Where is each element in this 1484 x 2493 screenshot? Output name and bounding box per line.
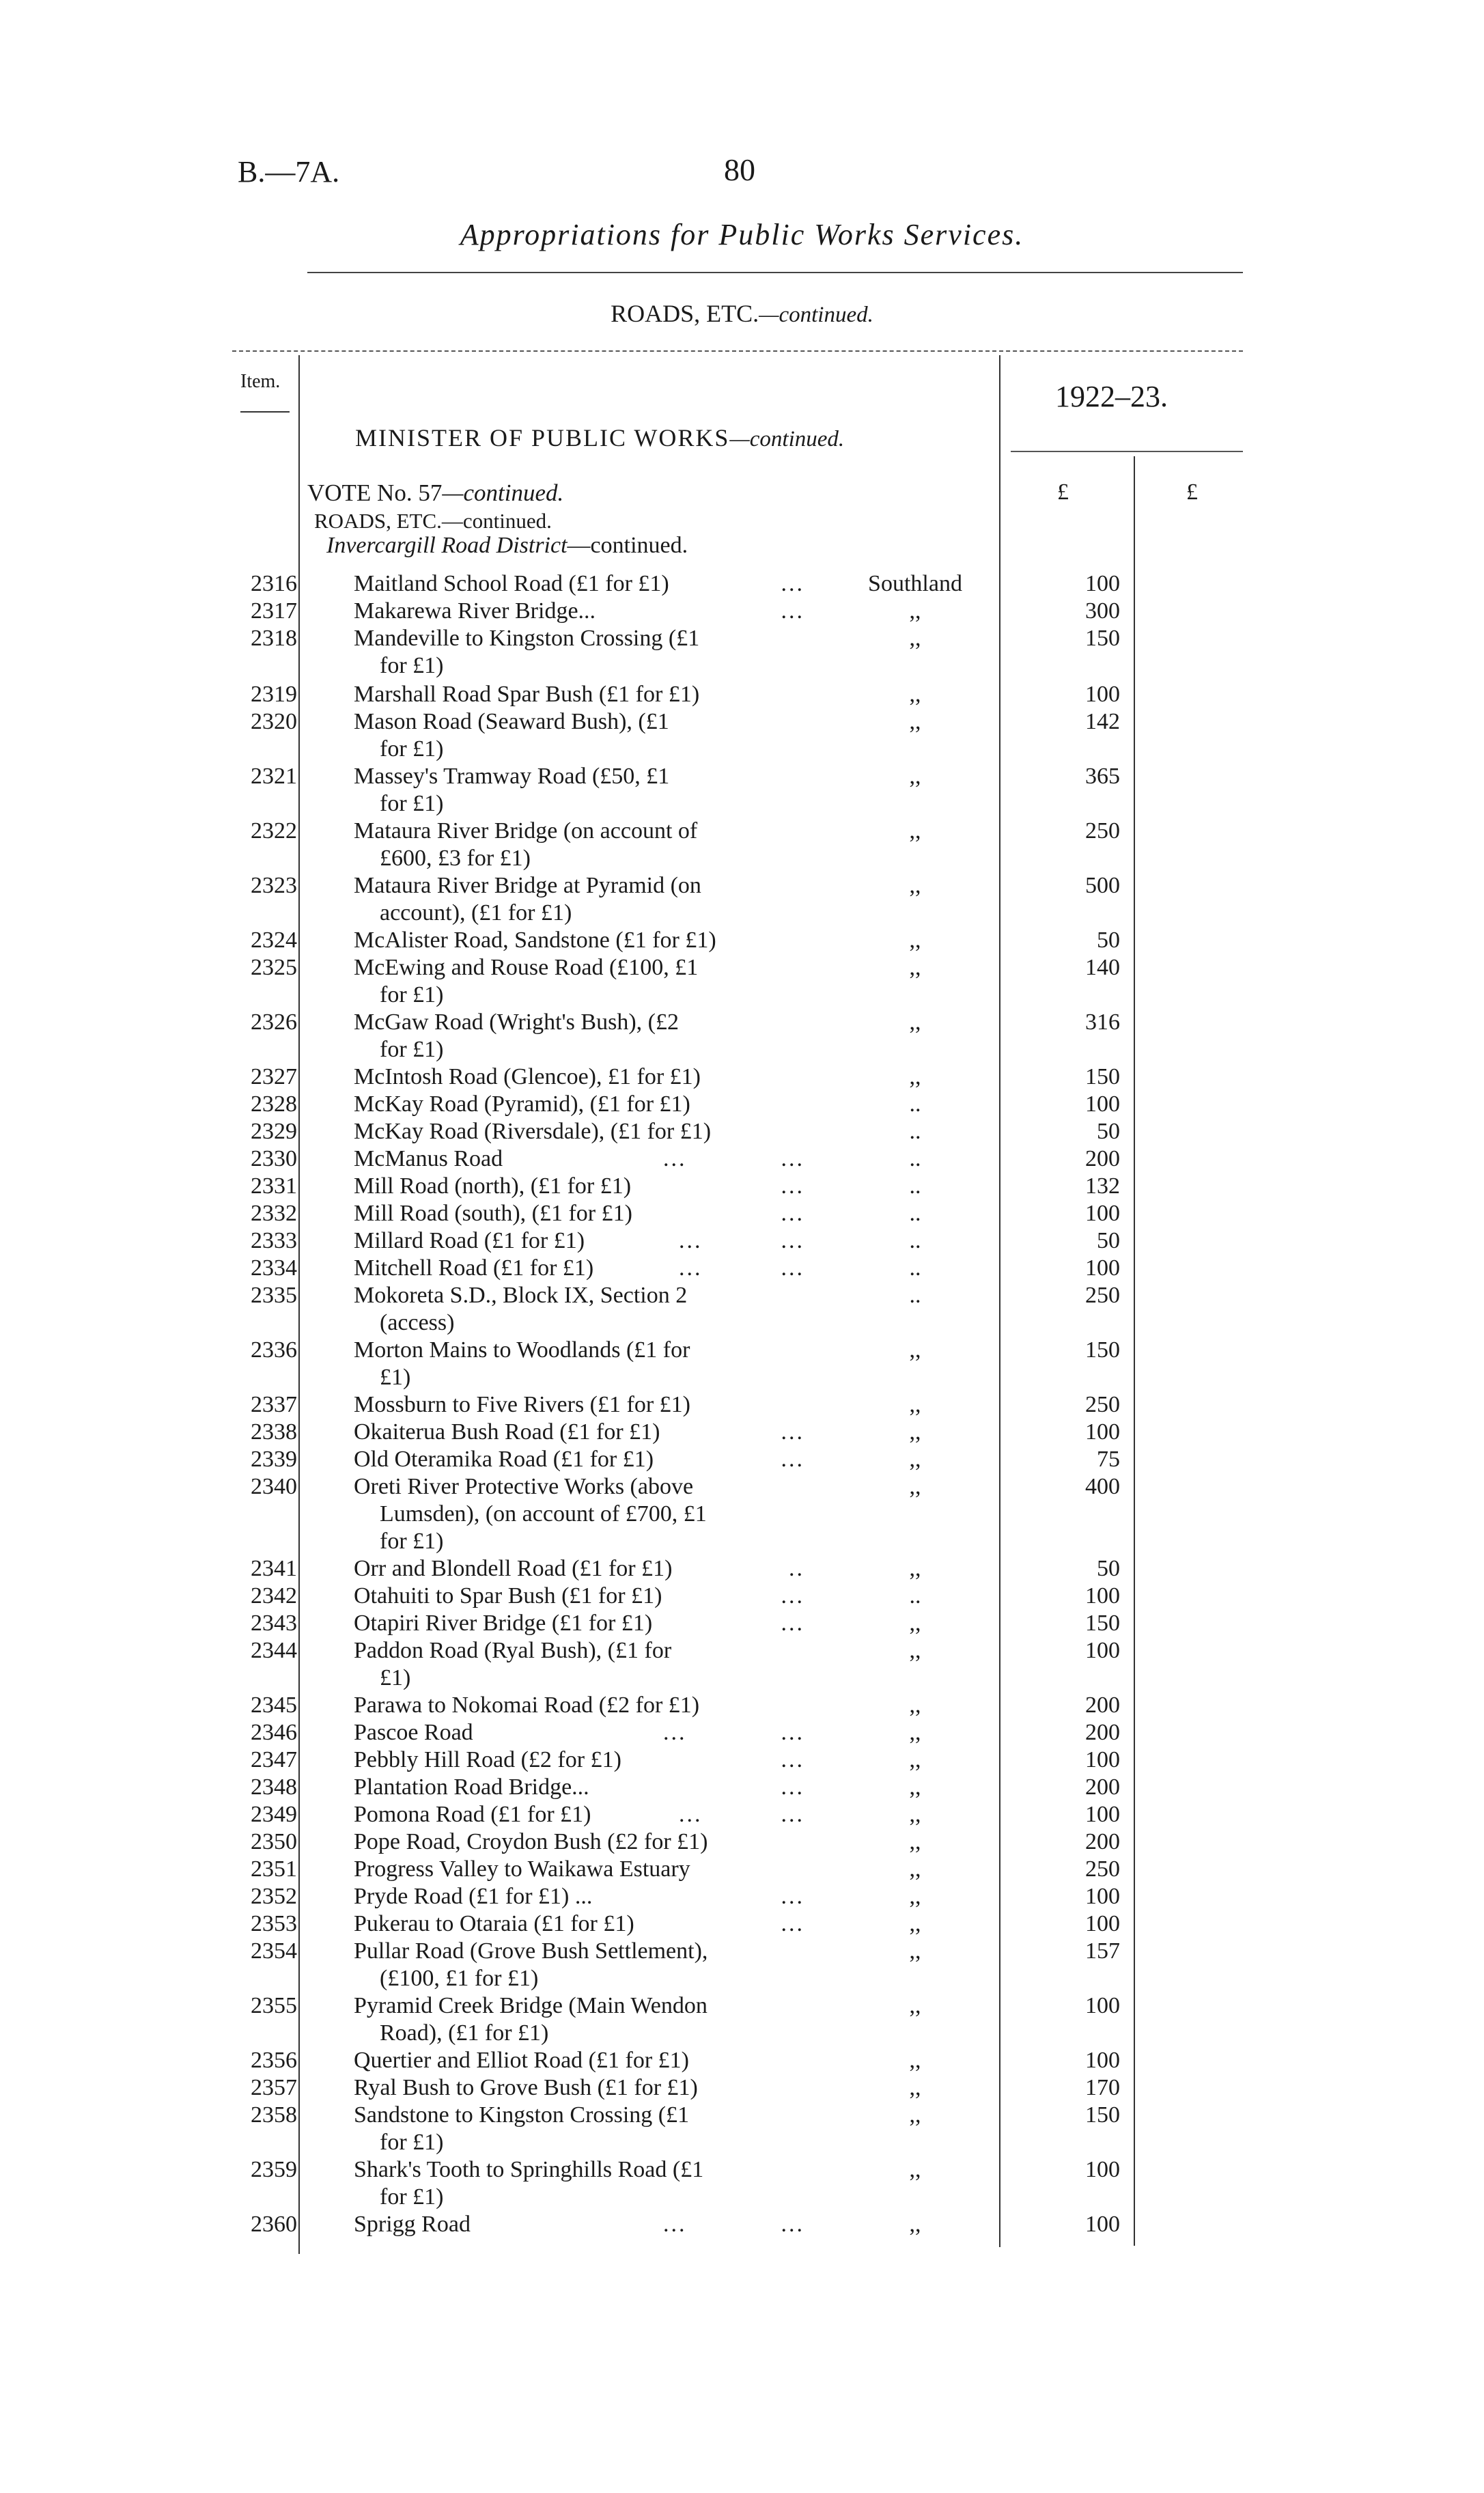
description-continuation: (£100, £1 for £1) (380, 1966, 539, 1991)
county-name: ,, (909, 928, 921, 953)
item-description (354, 954, 804, 1009)
amount-value: 100 (1085, 1201, 1120, 1226)
amount-value: 170 (1085, 2075, 1120, 2100)
amount-value: 150 (1085, 626, 1120, 651)
amount-value: 100 (1085, 2212, 1120, 2237)
amount-value: 200 (1085, 1829, 1120, 1854)
table-row (0, 763, 1484, 818)
description-line: Quertier and Elliot Road (£1 for £1) (354, 2048, 689, 2073)
leader-dots: ... (781, 1774, 804, 1800)
description-continuation: £1) (380, 1665, 411, 1690)
amount-value: 200 (1085, 1146, 1120, 1171)
item-number: 2337 (251, 1392, 297, 1417)
item-number: 2335 (251, 1283, 297, 1308)
item-description (354, 1255, 804, 1282)
description-line: Otahuiti to Spar Bush (£1 for £1) (354, 1583, 662, 1608)
description-continuation: for £1) (380, 982, 444, 1007)
description-line: Progress Valley to Waikawa Estuary (354, 1856, 690, 1882)
leader-dots: ... (781, 1447, 804, 1472)
item-description (354, 598, 804, 625)
item-description (354, 1555, 804, 1583)
item-number: 2328 (251, 1091, 297, 1117)
item-number: 2350 (251, 1829, 297, 1854)
item-number: 2357 (251, 2075, 297, 2100)
county-name: ,, (909, 1009, 921, 1035)
item-column-header: Item. (240, 371, 281, 392)
item-number: 2360 (251, 2212, 297, 2237)
table-row (0, 2156, 1484, 2211)
amount-value: 200 (1085, 1693, 1120, 1718)
county-name: ,, (909, 1556, 921, 1581)
item-number: 2359 (251, 2157, 297, 2182)
leader-dots: ... ... (663, 1720, 804, 1745)
description-line: Mason Road (Seaward Bush), (£1 (354, 709, 669, 734)
amount-value: 200 (1085, 1720, 1120, 1745)
leader-dots: ... (781, 1911, 804, 1936)
item-number: 2319 (251, 682, 297, 707)
county-name: .. (909, 1583, 921, 1608)
table-row (0, 2211, 1484, 2266)
table-row (0, 1337, 1484, 1391)
amount-value: 316 (1085, 1009, 1120, 1035)
county-name: ,, (909, 1993, 921, 2018)
item-number: 2327 (251, 1064, 297, 1089)
county-name: .. (909, 1283, 921, 1308)
section-name: ROADS, ETC. (611, 300, 759, 327)
item-description (354, 1091, 804, 1118)
county-name: ,, (909, 1747, 921, 1772)
amount-value: 150 (1085, 1064, 1120, 1089)
county-name: ,, (909, 682, 921, 707)
description-line: Mataura River Bridge at Pyramid (on (354, 873, 701, 898)
county-name: ,, (909, 2157, 921, 2182)
item-description (354, 1910, 804, 1938)
county-name: ,, (909, 1693, 921, 1718)
description-line: Paddon Road (Ryal Bush), (£1 for (354, 1638, 672, 1663)
item-number: 2326 (251, 1009, 297, 1035)
item-number: 2321 (251, 764, 297, 789)
county-name: Southland (868, 571, 962, 596)
amount-value: 75 (1097, 1447, 1120, 1472)
item-number: 2317 (251, 598, 297, 624)
amount-value: 50 (1097, 928, 1120, 953)
table-row (0, 818, 1484, 872)
description-continuation: account), (£1 for £1) (380, 900, 572, 925)
leader-dots: .. (789, 1556, 804, 1581)
item-description (354, 1145, 804, 1173)
description-line: Pascoe Road (354, 1720, 473, 1745)
county-name: ,, (909, 1474, 921, 1499)
county-name: ,, (909, 1911, 921, 1936)
item-description (354, 1063, 804, 1091)
ministry-suffix: —continued. (729, 427, 845, 451)
item-number: 2320 (251, 709, 297, 734)
description-line: Mandeville to Kingston Crossing (£1 (354, 626, 700, 651)
item-description (354, 1883, 804, 1910)
amount-value: 100 (1085, 1802, 1120, 1827)
county-name: .. (909, 1119, 921, 1144)
description-line: McKay Road (Riversdale), (£1 for £1) (354, 1119, 712, 1144)
item-description (354, 681, 804, 708)
county-name: .. (909, 1255, 921, 1281)
amount-value: 100 (1085, 1255, 1120, 1281)
leader-dots: ... (781, 1583, 804, 1608)
description-line: Pope Road, Croydon Bush (£2 for £1) (354, 1829, 708, 1854)
item-description (354, 2074, 804, 2102)
description-line: Oreti River Protective Works (above (354, 1474, 694, 1499)
description-line: Plantation Road Bridge... (354, 1774, 589, 1800)
county-name: .. (909, 1173, 921, 1199)
amount-value: 100 (1085, 1911, 1120, 1936)
amount-value: 132 (1085, 1173, 1120, 1199)
item-description (354, 1719, 804, 1746)
item-number: 2329 (251, 1119, 297, 1144)
county-name: ,, (909, 2048, 921, 2073)
description-line: Sprigg Road (354, 2212, 471, 2237)
item-number: 2331 (251, 1173, 297, 1199)
description-continuation: for £1) (380, 791, 444, 816)
description-line: McIntosh Road (Glencoe), £1 for £1) (354, 1064, 701, 1089)
vote-suffix: —continued. (442, 479, 564, 506)
amount-value: 142 (1085, 709, 1120, 734)
item-description (354, 1227, 804, 1255)
description-line: Morton Mains to Woodlands (£1 for (354, 1337, 690, 1363)
table-row (0, 1637, 1484, 1692)
description-line: Parawa to Nokomai Road (£2 for £1) (354, 1693, 700, 1718)
description-continuation: for £1) (380, 2184, 444, 2210)
item-number: 2341 (251, 1556, 297, 1581)
description-line: Makarewa River Bridge... (354, 598, 596, 624)
amount-value: 100 (1085, 1884, 1120, 1909)
page-reference: B.—7A. (238, 155, 340, 189)
amount-value: 150 (1085, 2102, 1120, 2128)
county-name: ,, (909, 1064, 921, 1089)
amount-value: 100 (1085, 1747, 1120, 1772)
leader-dots: ... (781, 1747, 804, 1772)
amount-value: 150 (1085, 1337, 1120, 1363)
leader-dots: ... ... (663, 1146, 804, 1171)
amount-value: 50 (1097, 1228, 1120, 1253)
leader-dots: ... ... (679, 1802, 804, 1827)
description-line: Mitchell Road (£1 for £1) (354, 1255, 594, 1281)
ministry-name: MINISTER OF PUBLIC WORKS (355, 424, 730, 451)
county-name: ,, (909, 818, 921, 844)
county-name: ,, (909, 1856, 921, 1882)
description-continuation: for £1) (380, 1529, 444, 1554)
county-name: .. (909, 1201, 921, 1226)
county-name: .. (909, 1146, 921, 1171)
description-continuation: £600, £3 for £1) (380, 846, 531, 871)
county-name: ,, (909, 1611, 921, 1636)
description-continuation: for £1) (380, 653, 444, 678)
description-line: Old Oteramika Road (£1 for £1) (354, 1447, 654, 1472)
county-name: ,, (909, 1884, 921, 1909)
item-description (354, 708, 804, 763)
description-line: McGaw Road (Wright's Bush), (£2 (354, 1009, 679, 1035)
item-description (354, 2156, 804, 2211)
county-name: ,, (909, 709, 921, 734)
county-name: ,, (909, 1720, 921, 1745)
table-row (0, 1992, 1484, 2047)
county-name: ,, (909, 1802, 921, 1827)
leader-dots: ... (781, 1173, 804, 1199)
amount-value: 157 (1085, 1938, 1120, 1964)
county-name: ,, (909, 873, 921, 898)
amount-value: 100 (1085, 682, 1120, 707)
description-line: Marshall Road Spar Bush (£1 for £1) (354, 682, 700, 707)
item-description (354, 1583, 804, 1610)
district-suffix: —continued. (567, 533, 688, 558)
description-continuation: Lumsden), (on account of £700, £1 (380, 1501, 707, 1527)
item-description (354, 1828, 804, 1856)
amount-value: 500 (1085, 873, 1120, 898)
item-description (354, 570, 804, 598)
table-row (0, 872, 1484, 927)
item-number: 2342 (251, 1583, 297, 1608)
item-number: 2348 (251, 1774, 297, 1800)
amount-value: 100 (1085, 571, 1120, 596)
description-line: Okaiterua Bush Road (£1 for £1) (354, 1419, 660, 1445)
amount-value: 100 (1085, 1638, 1120, 1663)
item-number: 2345 (251, 1693, 297, 1718)
description-line: Mossburn to Five Rivers (£1 for £1) (354, 1392, 690, 1417)
county-name: ,, (909, 1829, 921, 1854)
county-name: ,, (909, 1774, 921, 1800)
description-continuation: (access) (380, 1310, 455, 1335)
amount-value: 250 (1085, 1392, 1120, 1417)
description-line: McEwing and Rouse Road (£100, £1 (354, 955, 699, 980)
item-description (354, 1856, 804, 1883)
county-name: ,, (909, 2212, 921, 2237)
county-name: ,, (909, 764, 921, 789)
description-continuation: £1) (380, 1365, 411, 1390)
item-number: 2323 (251, 873, 297, 898)
description-line: Orr and Blondell Road (£1 for £1) (354, 1556, 673, 1581)
item-description (354, 1637, 804, 1692)
description-line: McKay Road (Pyramid), (£1 for £1) (354, 1091, 690, 1117)
amount-value: 400 (1085, 1474, 1120, 1499)
item-number: 2330 (251, 1146, 297, 1171)
leader-dots: ... ... (679, 1228, 804, 1253)
item-description (354, 1746, 804, 1774)
item-description (354, 1009, 804, 1063)
table-row (0, 708, 1484, 763)
page-title: Appropriations for Public Works Services. (460, 218, 1024, 251)
county-name: .. (909, 1091, 921, 1117)
item-number: 2325 (251, 955, 297, 980)
item-description (354, 872, 804, 927)
description-line: Otapiri River Bridge (£1 for £1) (354, 1611, 653, 1636)
pound-symbol-right: £ (1186, 479, 1198, 505)
item-number: 2344 (251, 1638, 297, 1663)
vote-label: VOTE No. 57 (307, 479, 443, 506)
description-continuation: for £1) (380, 736, 444, 762)
item-number: 2349 (251, 1802, 297, 1827)
item-number: 2343 (251, 1611, 297, 1636)
amount-value: 100 (1085, 1993, 1120, 2018)
table-row (0, 625, 1484, 680)
item-number: 2358 (251, 2102, 297, 2128)
district-name: Invercargill Road District (326, 533, 568, 558)
description-line: Millard Road (£1 for £1) (354, 1228, 585, 1253)
item-description (354, 763, 804, 818)
amount-value: 140 (1085, 955, 1120, 980)
item-description (354, 2047, 804, 2074)
item-number: 2322 (251, 818, 297, 844)
item-number: 2356 (251, 2048, 297, 2073)
item-number: 2333 (251, 1228, 297, 1253)
item-number: 2347 (251, 1747, 297, 1772)
item-number: 2334 (251, 1255, 297, 1281)
leader-dots: ... (781, 1884, 804, 1909)
item-number: 2332 (251, 1201, 297, 1226)
pound-symbol-left: £ (1057, 479, 1069, 505)
description-line: Mokoreta S.D., Block IX, Section 2 (354, 1283, 688, 1308)
description-continuation: for £1) (380, 2130, 444, 2155)
description-line: McAlister Road, Sandstone (£1 for £1) (354, 928, 716, 953)
description-line: McManus Road (354, 1146, 503, 1171)
amount-value: 150 (1085, 1611, 1120, 1636)
item-description (354, 1774, 804, 1801)
description-line: Massey's Tramway Road (£50, £1 (354, 764, 670, 789)
leader-dots: ... (781, 1419, 804, 1445)
item-description (354, 1938, 804, 1992)
table-row (0, 2102, 1484, 2156)
leader-dots: ... ... (663, 2212, 804, 2237)
county-name: ,, (909, 1447, 921, 1472)
table-row (0, 1282, 1484, 1337)
description-line: Pomona Road (£1 for £1) (354, 1802, 591, 1827)
table-row (0, 1473, 1484, 1554)
amount-value: 100 (1085, 2048, 1120, 2073)
description-continuation: Road), (£1 for £1) (380, 2020, 549, 2046)
item-number: 2353 (251, 1911, 297, 1936)
description-line: Pyramid Creek Bridge (Main Wendon (354, 1993, 708, 2018)
county-name: ,, (909, 1337, 921, 1363)
item-description (354, 1692, 804, 1719)
leader-dots: ... (781, 571, 804, 596)
county-name: ,, (909, 955, 921, 980)
county-name: ,, (909, 1638, 921, 1663)
leader-dots: ... (781, 598, 804, 624)
item-description (354, 1173, 804, 1200)
amount-value: 250 (1085, 1856, 1120, 1882)
item-description (354, 818, 804, 872)
page-number: 80 (724, 152, 755, 187)
description-line: Shark's Tooth to Springhills Road (£1 (354, 2157, 704, 2182)
amount-value: 50 (1097, 1119, 1120, 1144)
item-number: 2338 (251, 1419, 297, 1445)
year-column-header: 1922–23. (1055, 380, 1168, 413)
description-continuation: for £1) (380, 1037, 444, 1062)
item-description (354, 1992, 804, 2047)
amount-value: 250 (1085, 1283, 1120, 1308)
amount-value: 300 (1085, 598, 1120, 624)
item-description (354, 1446, 804, 1473)
item-description (354, 625, 804, 680)
section-suffix: —continued. (759, 303, 873, 327)
item-number: 2340 (251, 1474, 297, 1499)
description-line: Pebbly Hill Road (£2 for £1) (354, 1747, 621, 1772)
description-line: Ryal Bush to Grove Bush (£1 for £1) (354, 2075, 698, 2100)
description-line: Mill Road (north), (£1 for £1) (354, 1173, 632, 1199)
item-description (354, 1610, 804, 1637)
item-number: 2351 (251, 1856, 297, 1882)
description-line: Mill Road (south), (£1 for £1) (354, 1201, 632, 1226)
item-description (354, 1282, 804, 1337)
item-description (354, 1419, 804, 1446)
amount-value: 100 (1085, 1091, 1120, 1117)
table-row (0, 954, 1484, 1009)
item-number: 2339 (251, 1447, 297, 1472)
item-description (354, 1473, 804, 1555)
amount-value: 250 (1085, 818, 1120, 844)
amount-value: 365 (1085, 764, 1120, 789)
leader-dots: ... (781, 1611, 804, 1636)
item-description (354, 2211, 804, 2238)
description-line: Sandstone to Kingston Crossing (£1 (354, 2102, 690, 2128)
amount-value: 100 (1085, 1419, 1120, 1445)
county-name: ,, (909, 1419, 921, 1445)
item-number: 2318 (251, 626, 297, 651)
item-description (354, 1118, 804, 1145)
item-description (354, 1801, 804, 1828)
item-number: 2354 (251, 1938, 297, 1964)
item-description (354, 1337, 804, 1391)
amount-value: 100 (1085, 2157, 1120, 2182)
item-description (354, 1200, 804, 1227)
item-number: 2316 (251, 571, 297, 596)
description-line: Pryde Road (£1 for £1) ... (354, 1884, 593, 1909)
county-name: ,, (909, 598, 921, 624)
county-name: ,, (909, 1392, 921, 1417)
table-row (0, 1009, 1484, 1063)
amount-value: 50 (1097, 1556, 1120, 1581)
subhead-heading: ROADS, ETC.—continued. (314, 509, 552, 533)
item-description (354, 927, 804, 954)
item-description (354, 1391, 804, 1419)
item-number: 2355 (251, 1993, 297, 2018)
amount-value: 100 (1085, 1583, 1120, 1608)
item-number: 2336 (251, 1337, 297, 1363)
item-number: 2324 (251, 928, 297, 953)
description-line: Pullar Road (Grove Bush Settlement), (354, 1938, 708, 1964)
county-name: ,, (909, 2102, 921, 2128)
description-line: Mataura River Bridge (on account of (354, 818, 698, 844)
table-row (0, 1938, 1484, 1992)
leader-dots: ... (781, 1201, 804, 1226)
county-name: ,, (909, 2075, 921, 2100)
item-number: 2352 (251, 1884, 297, 1909)
county-name: .. (909, 1228, 921, 1253)
leader-dots: ... ... (679, 1255, 804, 1281)
item-number: 2346 (251, 1720, 297, 1745)
description-line: Maitland School Road (£1 for £1) (354, 571, 669, 596)
county-name: ,, (909, 626, 921, 651)
amount-value: 200 (1085, 1774, 1120, 1800)
description-line: Pukerau to Otaraia (£1 for £1) (354, 1911, 634, 1936)
county-name: ,, (909, 1938, 921, 1964)
item-description (354, 2102, 804, 2156)
